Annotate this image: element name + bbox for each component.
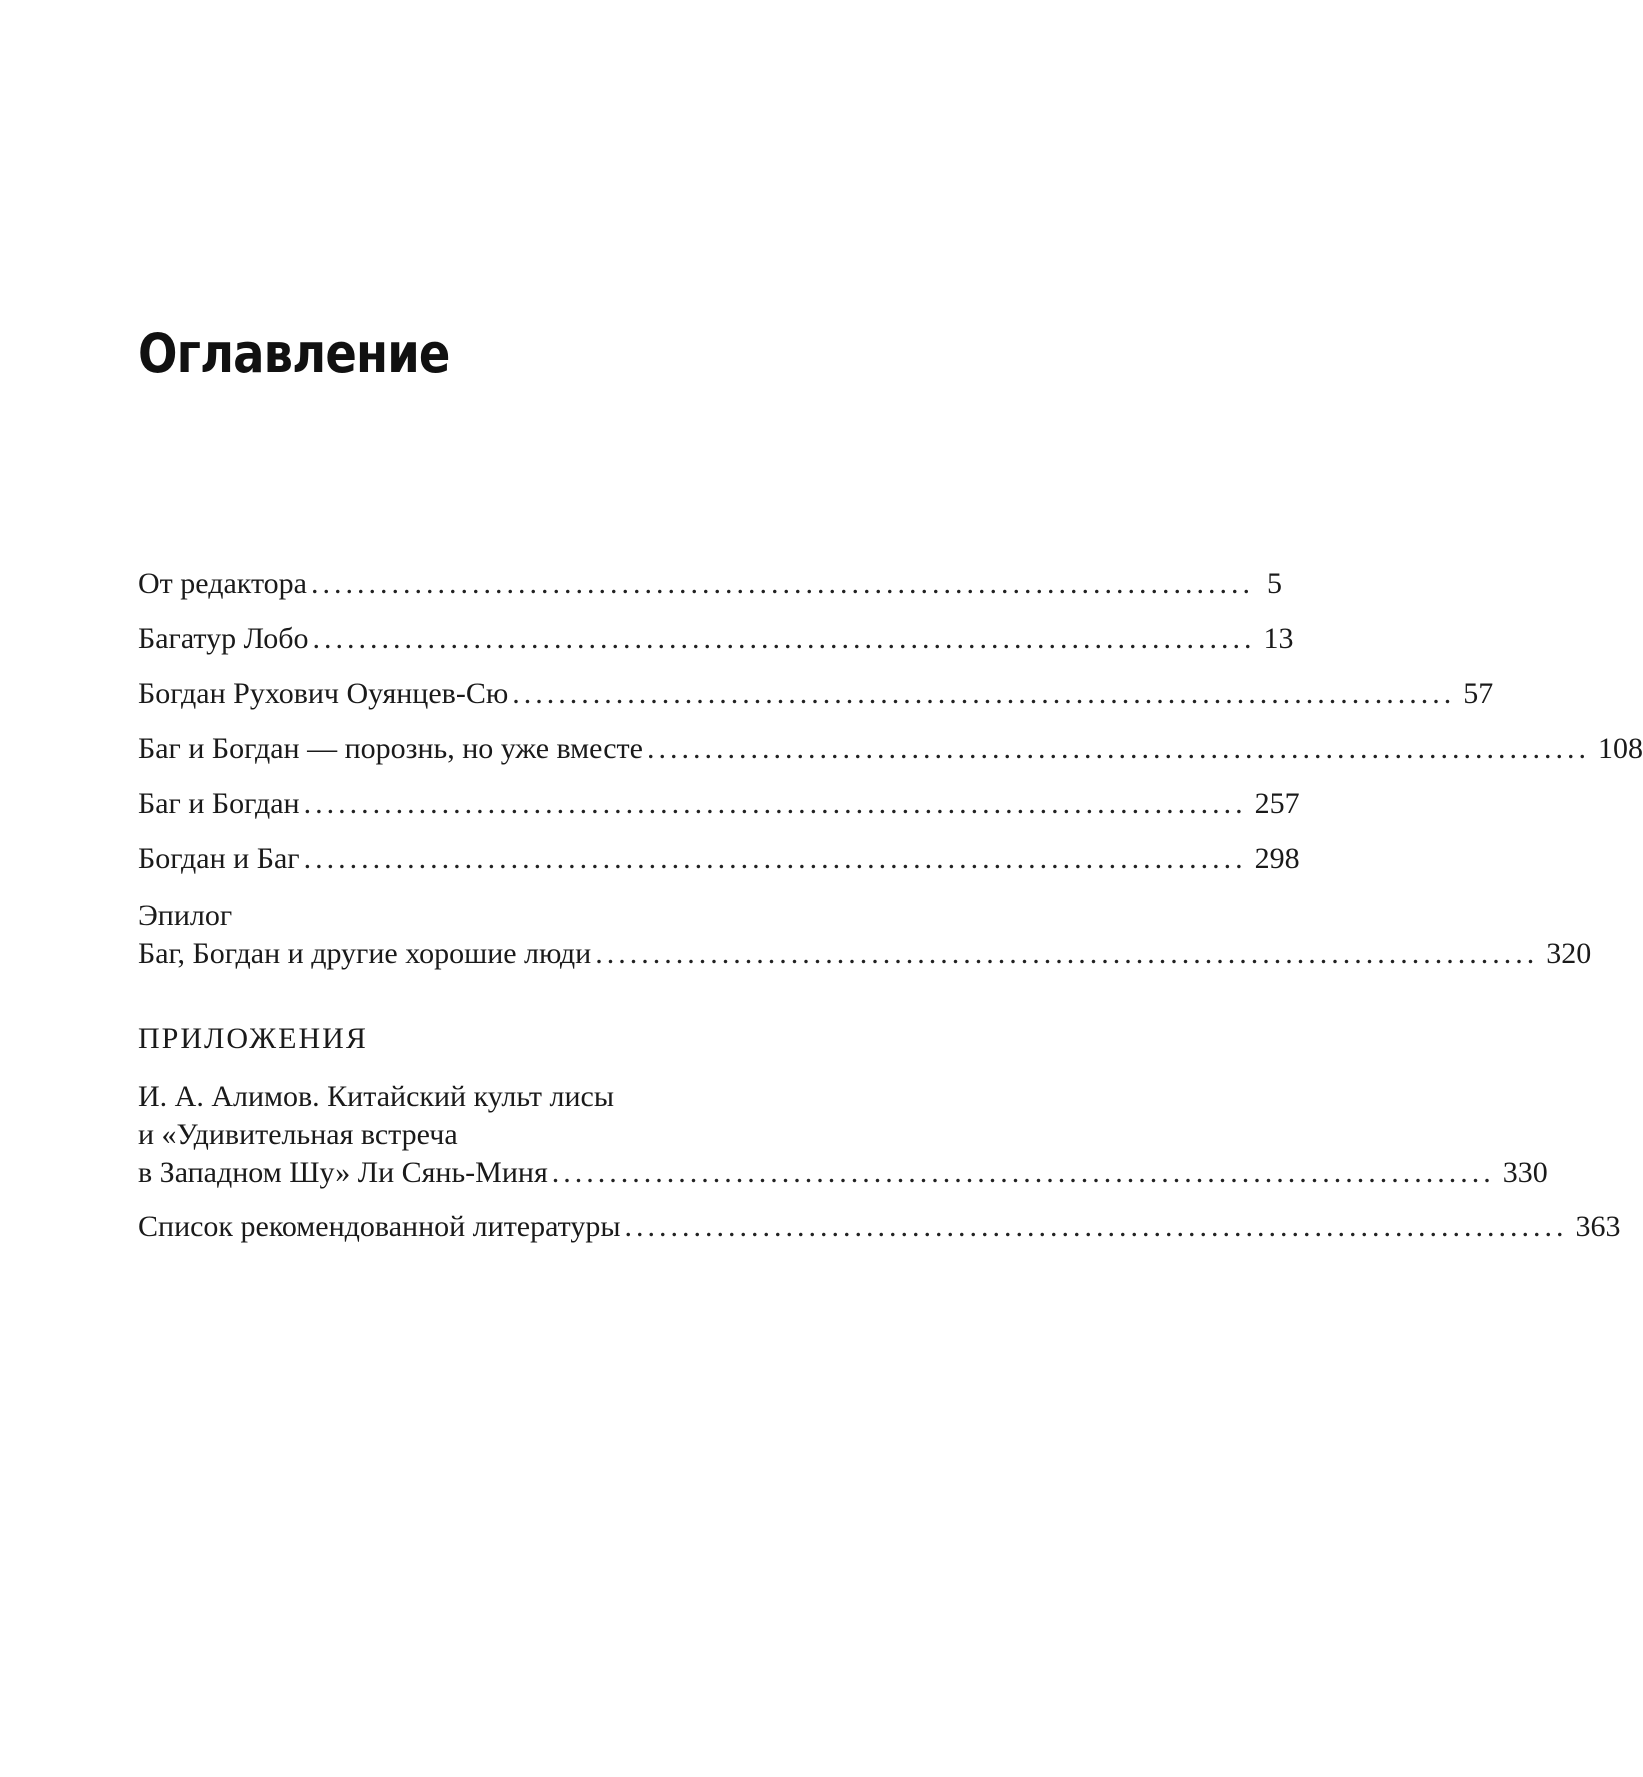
toc-entry-page: 13 [1263, 622, 1294, 655]
toc-entry-title: Богдан Рухович Оуянцев-Сю [138, 677, 509, 710]
dot-leader: .................................................................................. [512, 677, 1456, 710]
dot-leader: .................................................................................. [624, 1210, 1568, 1243]
toc-entry-page: 257 [1254, 787, 1300, 820]
toc-entry[interactable] [138, 840, 1300, 878]
toc-entry-line: И. А. Алимов. Китайский культ лисы [138, 1080, 615, 1113]
toc-entry-page: 330 [1502, 1156, 1548, 1189]
table-of-contents [138, 565, 1643, 985]
toc-entry[interactable] [138, 1208, 1621, 1246]
toc-entry-title: Баг и Богдан — порознь, но уже вместе [138, 732, 643, 765]
dot-leader: .................................................................................. [551, 1156, 1495, 1189]
toc-entry-page: 320 [1546, 937, 1592, 970]
appendix-heading: ПРИЛОЖЕНИЯ [138, 1022, 368, 1055]
page-title: Оглавление [138, 322, 450, 385]
toc-entry[interactable] [138, 620, 1294, 658]
toc-entry-title: Богдан и Баг [138, 842, 300, 875]
toc-entry-title: Баг, Богдан и другие хорошие люди [138, 937, 592, 970]
toc-entry[interactable] [138, 1078, 1548, 1192]
toc-entry-title: Баг и Богдан [138, 787, 300, 820]
toc-entry-line: и «Удивительная встреча [138, 1118, 458, 1151]
dot-leader: .................................................................................. [646, 732, 1590, 765]
toc-entry[interactable] [138, 897, 1592, 973]
toc-entry-page: 5 [1266, 567, 1282, 600]
toc-entry[interactable] [138, 675, 1494, 713]
toc-entry-title: От редактора [138, 567, 307, 600]
dot-leader: .................................................................................. [312, 622, 1256, 655]
toc-entry-title: в Западном Шу» Ли Сянь-Миня [138, 1156, 548, 1189]
toc-entry[interactable] [138, 785, 1300, 823]
toc-entry[interactable] [138, 565, 1282, 603]
toc-entry-subtitle: Эпилог [138, 899, 233, 932]
toc-entry[interactable] [138, 730, 1643, 768]
dot-leader: .................................................................................. [595, 937, 1539, 970]
toc-entry-title: Список рекомендованной литературы [138, 1210, 621, 1243]
toc-entry-page: 363 [1575, 1210, 1621, 1243]
appendix-section [138, 1020, 1621, 1250]
toc-entry-title: Багатур Лобо [138, 622, 309, 655]
toc-entry-page: 57 [1463, 677, 1494, 710]
dot-leader: .................................................................................. [303, 842, 1247, 875]
dot-leader: .................................................................................. [303, 787, 1247, 820]
dot-leader: .................................................................................. [310, 567, 1254, 600]
toc-entry-page: 298 [1254, 842, 1300, 875]
toc-entry-page: 108 [1597, 732, 1643, 765]
